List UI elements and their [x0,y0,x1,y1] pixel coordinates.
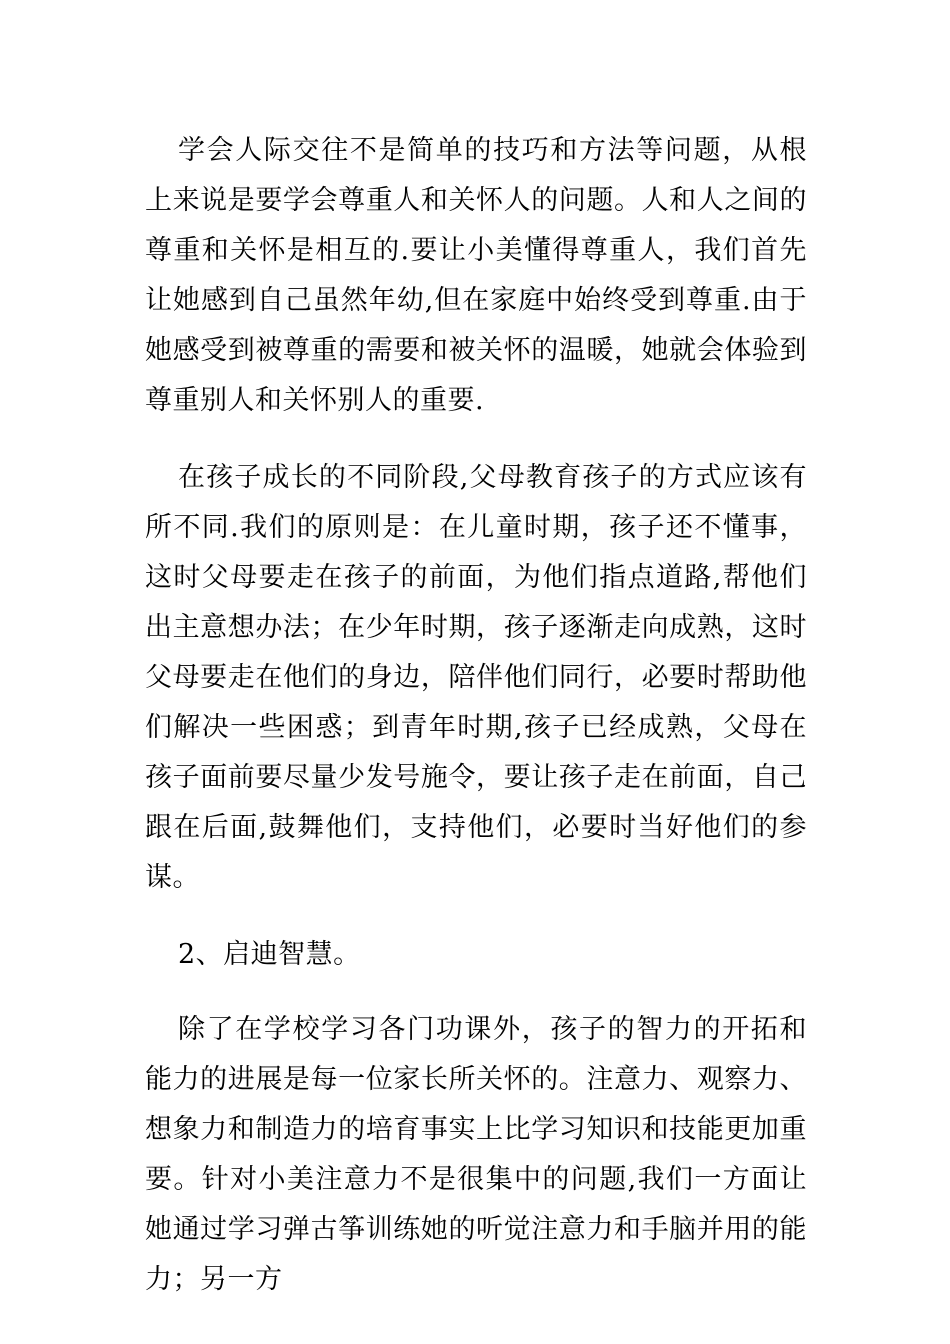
paragraph-parenting-stages: 在孩子成长的不同阶段,父母教育孩子的方式应该有所不同.我们的原则是：在儿童时期，孩子还不懂事，这时父母要走在孩子的前面，为他们指点道路,帮他们出主意想办法；在少年时期，孩子逐渐走向成熟，这时父母要走在他们的身边，陪伴他们同行，必要时帮助他们解决一些困惑；到青年时期,孩子已经成熟，父母在孩子面前要尽量少发号施令，要让孩子走在前面，自己跟在后面,鼓舞他们，支持他们，必要时当好他们的参谋。 [145,462,807,893]
paragraph-respect: 学会人际交往不是简单的技巧和方法等问题，从根上来说是要学会尊重人和关怀人的问题。人和人之间的尊重和关怀是相互的.要让小美懂得尊重人，我们首先让她感到自己虽然年幼,但在家庭中始终受到尊重.由于她感受到被尊重的需要和被关怀的温暖，她就会体验到尊重别人和关怀别人的重要. [145,135,807,416]
document-body [145,126,807,1332]
section-heading: 2、启迪智慧。 [178,939,361,970]
paragraph-intelligence: 除了在学校学习各门功课外，孩子的智力的开拓和能力的进展是每一位家长所关怀的。注意力、观察力、想象力和制造力的培育事实上比学习知识和技能更加重要。针对小美注意力不是很集中的问题,我们一方面让她通过学习弹古筝训练她的听觉注意力和手脑并用的能力；另一方 [145,1014,807,1295]
